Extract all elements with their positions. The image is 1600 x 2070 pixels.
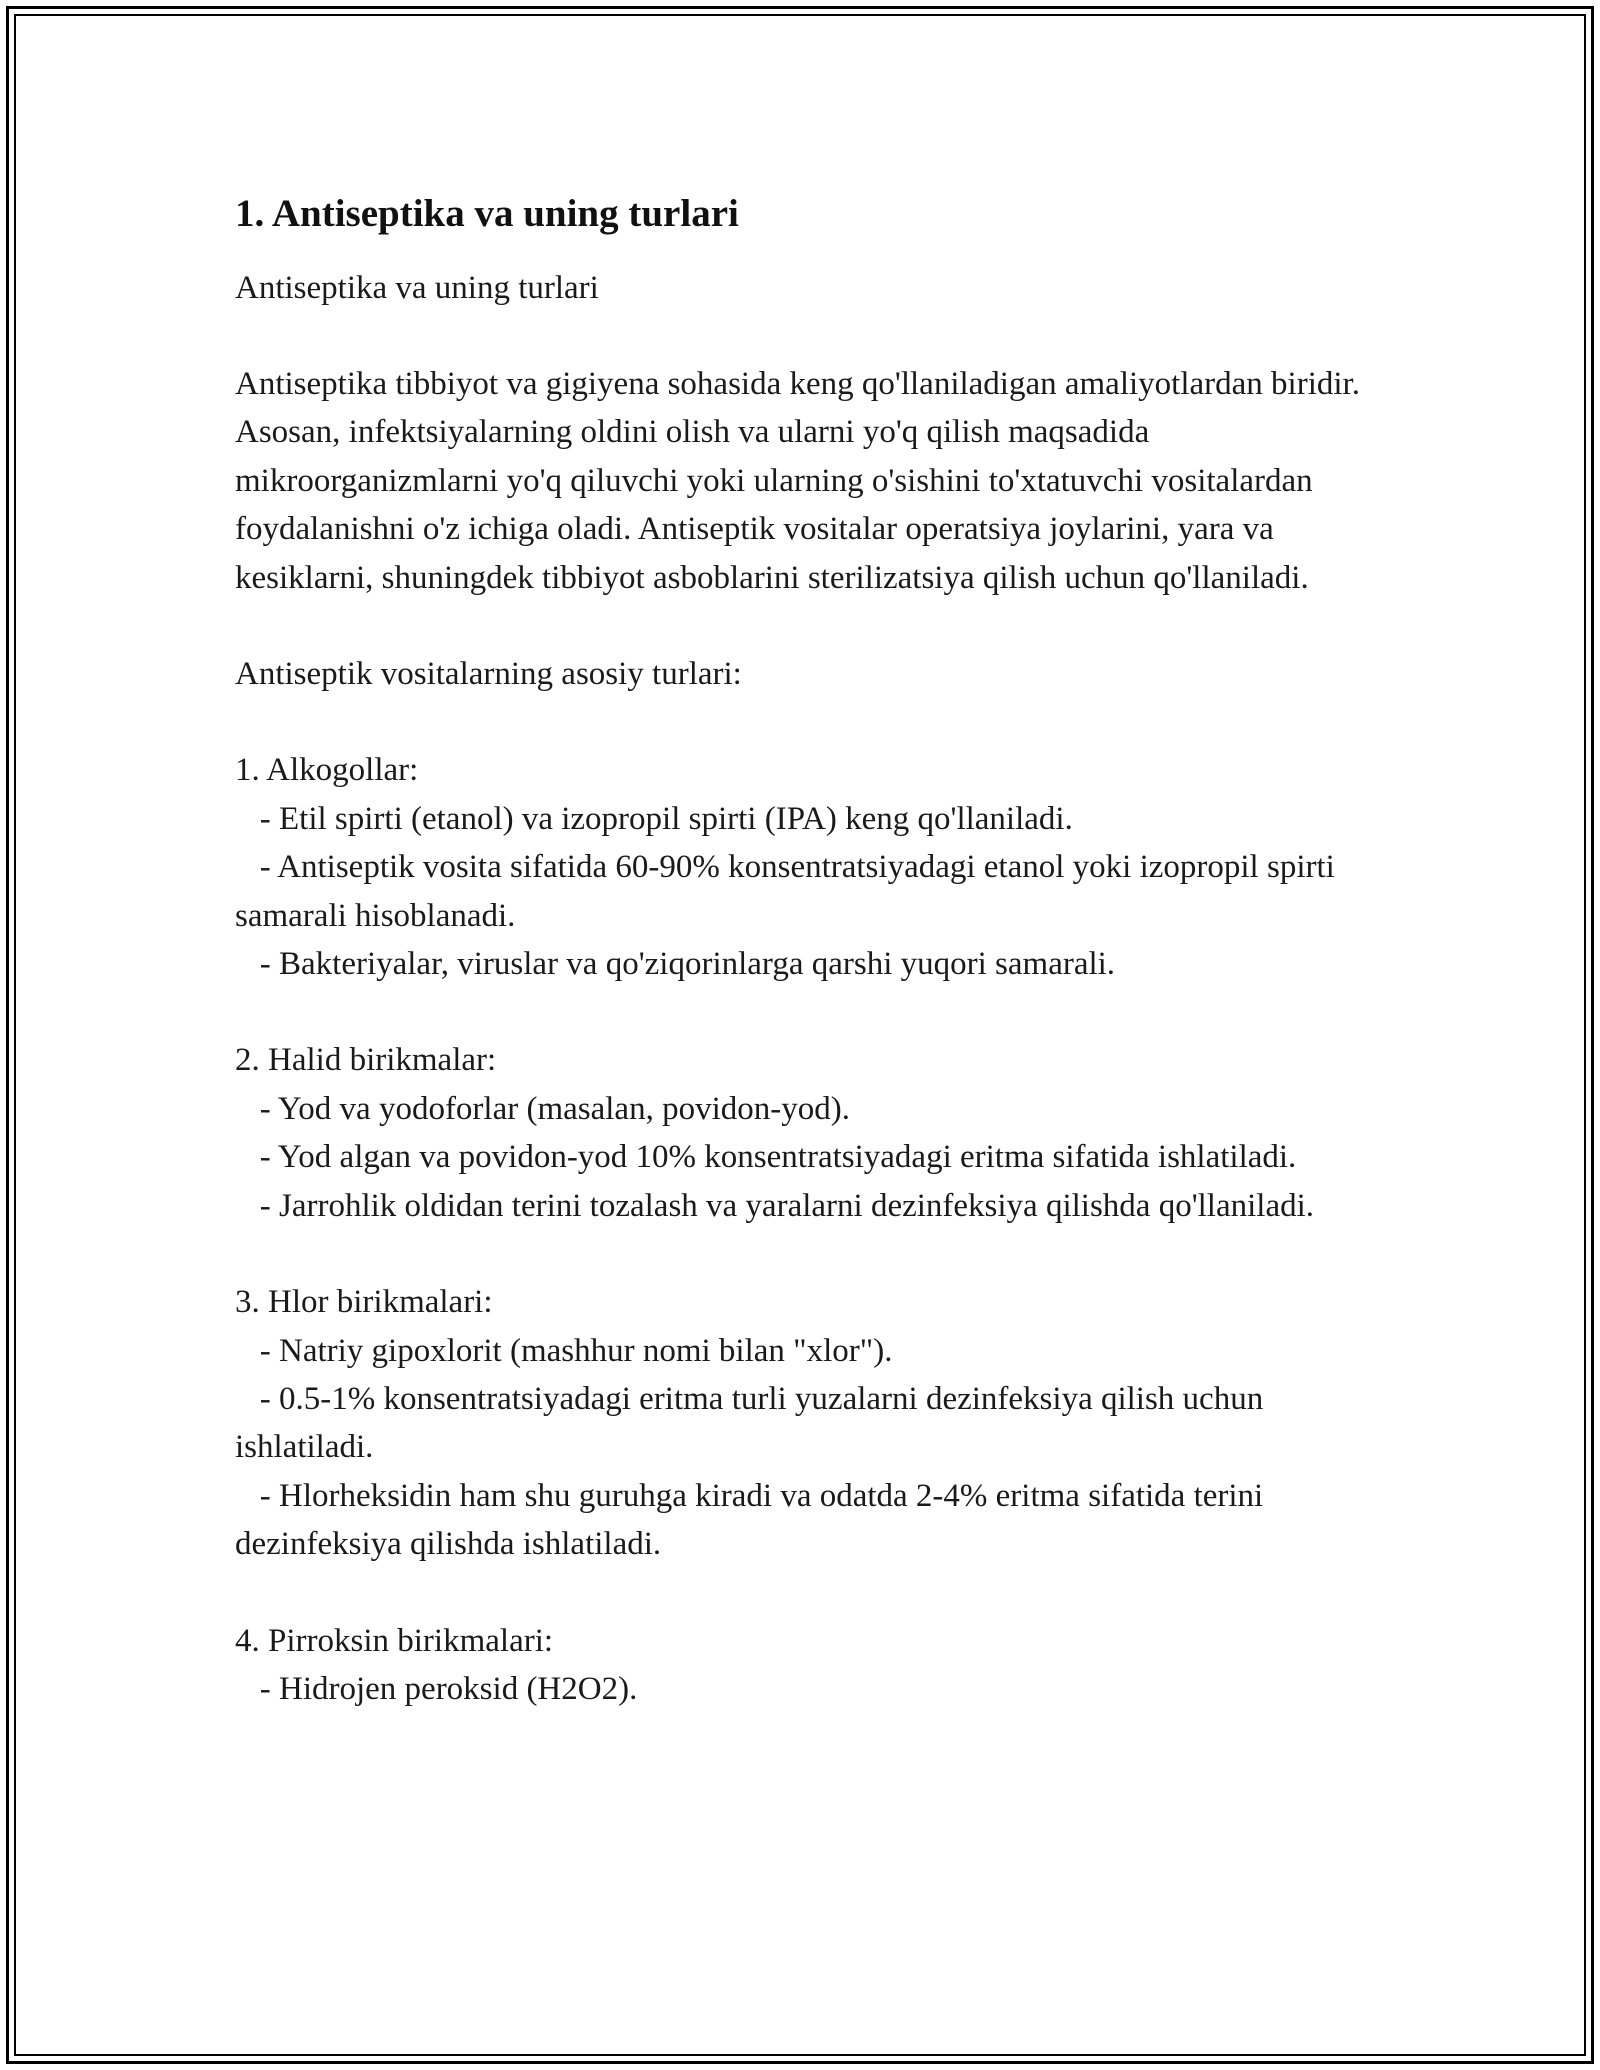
types-heading: Antiseptik vositalarning asosiy turlari: xyxy=(235,656,742,693)
bullet-item: - Hlorheksidin ham shu guruhga kiradi va odatda 2-4% eritma sifatida terini dezinfeksiya qilishda ishlatiladi. xyxy=(235,1477,1272,1563)
bullet-item: - Natriy gipoxlorit (mashhur nomi bilan "xlor"). xyxy=(235,1332,893,1369)
document-page xyxy=(235,188,1385,1713)
section-alcohols xyxy=(235,746,1385,988)
section-heading: 3. Hlor birikmalari: xyxy=(235,1284,493,1321)
bullet-list xyxy=(235,795,1385,989)
section-chlorine xyxy=(235,1278,1385,1568)
bullet-item: - Antiseptik vosita sifatida 60-90% konsentratsiyadagi etanol yoki izopropil spirti samarali hisoblanadi. xyxy=(235,849,1344,934)
intro-paragraph: Antiseptika tibbiyot va gigiyena sohasida keng qo'llaniladigan amaliyotlardan biridir. Asosan, infektsiyalarning oldini olish va ularni yo'q qilish maqsadida mikroorganizmlarni yo'q qiluvchi yoki ularning o'sishini to'xtatuvchi vositalardan foydalanishni o'z ichiga oladi. Antiseptik vositalar operatsiya joylarini, yara va kesiklarni, shuningdek tibbiyot asboblarini sterilizatsiya qilish uchun qo'llaniladi. xyxy=(235,366,1360,596)
bullet-item: - Yod va yodoforlar (masalan, povidon-yod). xyxy=(235,1090,850,1127)
bullet-list xyxy=(235,1085,1385,1230)
section-heading: 1. Alkogollar: xyxy=(235,752,419,789)
page-title: 1. Antiseptika va uning turlari xyxy=(235,192,739,235)
bullet-item: - Etil spirti (etanol) va izopropil spirti (IPA) keng qo'llaniladi. xyxy=(235,800,1073,837)
bullet-item: - Jarrohlik oldidan terini tozalash va yaralarni dezinfeksiya qilishda qo'llaniladi. xyxy=(235,1187,1315,1224)
section-heading: 4. Pirroksin birikmalari: xyxy=(235,1622,554,1659)
bullet-item: - Yod algan va povidon-yod 10% konsentratsiyadagi eritma sifatida ishlatiladi. xyxy=(235,1139,1297,1176)
bullet-item: - Hidrojen peroksid (H2O2). xyxy=(235,1670,638,1707)
section-peroxides xyxy=(235,1617,1385,1714)
bullet-item: - Bakteriyalar, viruslar va qo'ziqorinlarga qarshi yuqori samarali. xyxy=(235,946,1116,983)
bullet-list xyxy=(235,1665,1385,1713)
bullet-item: - 0.5-1% konsentratsiyadagi eritma turli yuzalarni dezinfeksiya qilish uchun ishlatiladi. xyxy=(235,1380,1272,1466)
section-heading: 2. Halid birikmalar: xyxy=(235,1042,497,1079)
document-subtitle: Antiseptika va uning turlari xyxy=(235,270,599,306)
section-halides xyxy=(235,1036,1385,1230)
bullet-list xyxy=(235,1327,1385,1569)
